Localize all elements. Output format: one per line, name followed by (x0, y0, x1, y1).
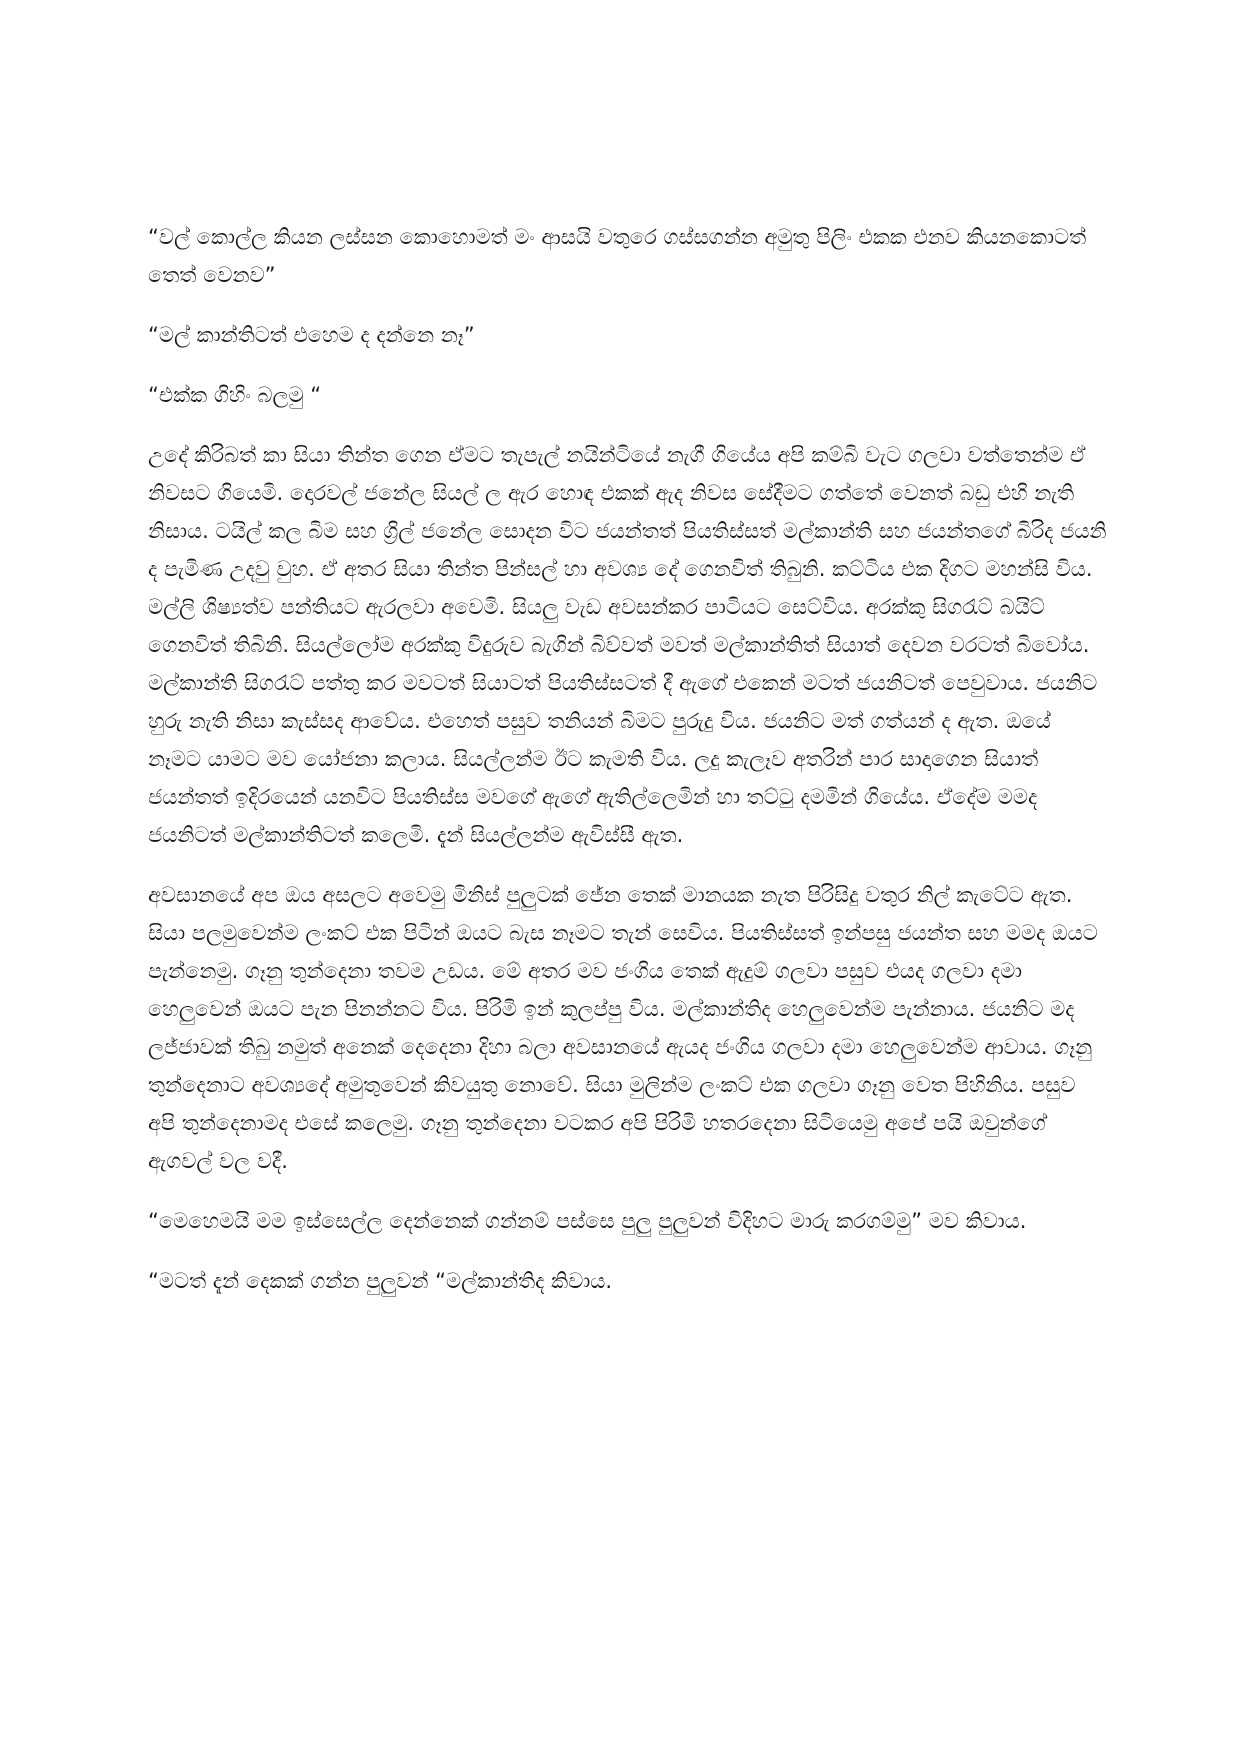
paragraph-4: උදේ කිරිබත් කා සියා තින්ත ගෙන ඒමට තැපැල් නයින්ටියේ නැගී ගියේය අපි කම්බි වැට ගලවා වත්තෙන්ම ඒ නිවසට ගියෙමි. දොරවල් ජනේල සියල් ල ඇර හොඳ එකක් ඇද නිවස සේදීමට ගත්තේ වෙනත් බඩු එහි නැති නිසාය. ටයිල් කල බිම සහ ග්‍රිල් ජනේල සොදන විට ජයන්තත් පියතිස්සත් මල්කාන්ති සහ ජයන්තගේ බිරිද ජයනි ද පැමිණ උදවු වුහ. ඒ අතර සියා තින්ත පින්සල් හා අවශ්‍ය දේ ගෙනවිත් තිබුනි. කට්ටිය එක දිගට මහන්සි විය. මල්ලි ශිෂ්‍යත්ව පන්තියට ඇරලවා අවෙමි. සියලු වැඩ අවසන්කර පාටියට සෙට්විය. අරක්කු සිගරැට් බයිට් ගෙනවිත් තිබිනි. සියල්ලෝම අරක්කු විදුරුව බැගින් බිව්වත් මවත් මල්කාන්තිත් සියාත් දෙවන වරටත් බිවෝය. මල්කාන්ති සිගරැට් පත්තු කර මවටත් සියාටත් පියතිස්සටත් දී ඇගේ එකෙන් මටත් ජයනිටත් පෙවුවාය. ජයනිට හුරු නැති නිසා කැස්සද ආවේය. එහෙත් පසුව තනියන් බිමට පුරුදු විය. ජයනිට මත් ගත්යන් ද ඇත. ඔයේ නෑමට යාමට මව යෝජනා කලාය. සියල්ලන්ම ඊට කැමති විය. ලදු කැලෑව අතරින් පාර සාදාගෙන සියාත් ජයන්තත් ඉදිරයෙන් යනවිට පියතිස්ස මවගේ ඇගේ ඇතිල්ලෙමින් හා තට්ටු දමමින් ගියේය. ඒදේම මමද ජයනිටත් මල්කාන්තිටත් කලෙමි. දැන් සියල්ලන්ම ඇවිස්සී ඇත. (148, 443, 1107, 847)
paragraph-5: අවසානයේ අප ඔය අසලට අවෙමු මිනිස් පුලුටක් ජේන තෙක් මානයක නැත පිරිසිදු වතුර නිල් කැටේට ඇත. සියා පලමුවෙන්ම ලංකට් එක පිටින් ඔයට බැස නෑමට තැන් සෙවිය. පියතිස්සත් ඉන්පසු ජයන්ත සහ මමද ඔයට පැන්නෙමු. ගෑනු තුන්දෙනා තවම උඩය. මේ අතර මව ජංගිය තෙක් ඇදුම් ගලවා පසුව එයද ගලවා දමා හෙලුවෙන් ඔයට පැන පිනන්නට විය. පිරිමි ඉන් කුලප්පු විය. මල්කාන්තිද හෙලුවෙන්ම පැන්නාය. ජයනිට මද ලජ්ජාවක් තිබු නමුත් අනෙක් දෙදෙනා දිහා බලා අවසානයේ ඇයද ජංගිය ගලවා දමා හෙලුවෙන්ම ආවාය. ගෑනු තුන්දෙනාට අවශ්‍යදේ අමුතුවෙන් කිවයුතු නොවේ. සියා මුලින්ම ලංකට් එක ගලවා ගෑනු වෙත පිහිනිය. පසුව අපි තුන්දෙනාමද එසේ කලෙමු. ගෑනු තුන්දෙනා වටකර අපි පිරිමි හතරදෙනා සිටියෙමු අපේ පයි ඔවුන්ගේ ඇගවල් වල වදී. (148, 883, 1098, 1173)
document-page (148, 218, 1108, 1322)
paragraph-1: “වල් කොල්ල කියන ලස්සන කොහොමත් මං ආසයි වතුරෙ ගස්සගන්න අමුතු පිලිං එකක එනව කියනකොටත් තෙත් වෙනව” (148, 225, 1087, 287)
paragraph-7: “මටත් දැන් දෙකක් ගන්න පුලුවන් “මල්කාන්තිද කිවාය. (148, 1269, 613, 1293)
paragraph-3: “එක්ක ගිහිං බලමු “ (148, 383, 322, 407)
paragraph-2: “මල් කාන්තිටත් එහෙම ද දන්නෙ නෑ” (148, 323, 475, 347)
paragraph-6: “මෙහෙමයි මම ඉස්සෙල්ල දෙන්නෙක් ගන්නම් පස්සෙ පුලු පුලුවන් විදිහට මාරු කරගම්මු” මව කිවාය. (148, 1209, 1027, 1233)
